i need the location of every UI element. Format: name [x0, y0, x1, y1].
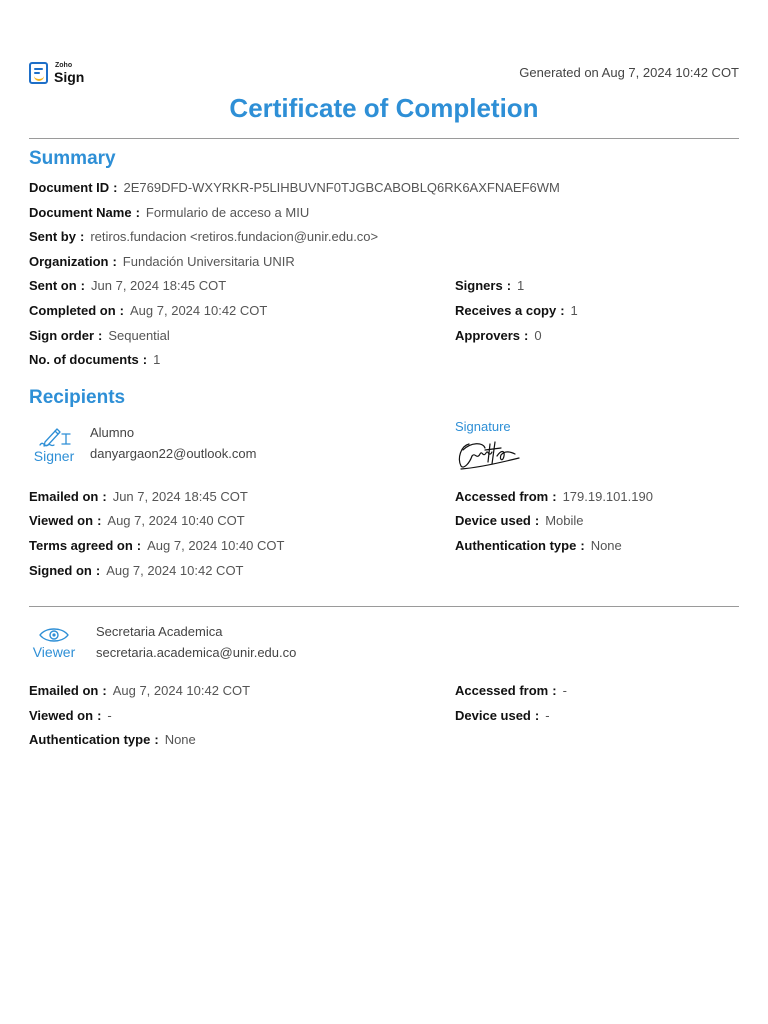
logo-brand-text: Zoho [55, 62, 73, 69]
signer-signed-on-value: Aug 7, 2024 10:42 COT [106, 563, 244, 578]
document-id-label: Document ID [29, 180, 110, 195]
sent-on-row: Sent on : Jun 7, 2024 18:45 COT [29, 278, 227, 293]
signer-signed-on-row: Signed on : Aug 7, 2024 10:42 COT [29, 563, 244, 578]
signer-emailed-on-row: Emailed on : Jun 7, 2024 18:45 COT [29, 489, 248, 504]
certificate-page [29, 0, 739, 1024]
viewer-emailed-on-label: Emailed on [29, 683, 99, 698]
sent-by-label: Sent by [29, 229, 76, 244]
signer-emailed-on-label: Emailed on [29, 489, 99, 504]
organization-row: Organization : Fundación Universitaria UNIR [29, 254, 295, 269]
signer-role [29, 424, 79, 464]
viewer-emailed-on-value: Aug 7, 2024 10:42 COT [112, 683, 251, 698]
viewer-auth-type-row: Authentication type : None [29, 732, 196, 747]
signature-image [455, 436, 523, 472]
signer-auth-type-row: Authentication type : None [455, 538, 622, 553]
signer-auth-type-value: None [590, 538, 622, 553]
viewer-device-used-label: Device used [455, 708, 531, 723]
sent-by-value: retiros.fundacion <retiros.fundacion@unir.edu.co> [90, 229, 379, 244]
viewer-viewed-on-label: Viewed on [29, 708, 94, 723]
zoho-sign-logo-icon [29, 62, 48, 84]
signer-device-used-value: Mobile [545, 513, 584, 528]
viewer-viewed-on-value: - [107, 708, 112, 723]
page-title: Certificate of Completion [229, 93, 539, 123]
num-documents-value: 1 [153, 352, 161, 367]
summary-heading: Summary [29, 148, 116, 169]
signer-accessed-from-value: 179.19.101.190 [562, 489, 653, 504]
viewer-role [29, 626, 79, 660]
signer-viewed-on-row: Viewed on : Aug 7, 2024 10:40 COT [29, 513, 245, 528]
organization-label: Organization [29, 254, 109, 269]
signer-auth-type-label: Authentication type [455, 538, 577, 553]
num-documents-label: No. of documents [29, 352, 139, 367]
sign-order-value: Sequential [108, 328, 170, 343]
viewer-device-used-value: - [545, 708, 550, 723]
viewer-accessed-from-row: Accessed from : - [455, 683, 567, 698]
completed-on-label: Completed on [29, 303, 116, 318]
viewer-email: secretaria.academica@unir.edu.co [96, 645, 297, 660]
receives-copy-row: Receives a copy : 1 [455, 303, 578, 318]
signer-terms-agreed-label: Terms agreed on [29, 538, 133, 553]
viewer-viewed-on-row: Viewed on : - [29, 708, 112, 723]
viewer-accessed-from-value: - [562, 683, 567, 698]
document-name-value: Formulario de acceso a MIU [145, 205, 310, 220]
logo-product-text: Sign [54, 69, 85, 85]
signers-label: Signers [455, 278, 503, 293]
eye-icon [38, 626, 70, 644]
document-name-label: Document Name [29, 205, 132, 220]
sent-on-value: Jun 7, 2024 18:45 COT [91, 278, 227, 293]
viewer-auth-type-label: Authentication type [29, 732, 151, 747]
signer-viewed-on-value: Aug 7, 2024 10:40 COT [107, 513, 245, 528]
viewer-role-label: Viewer [32, 644, 76, 660]
completed-on-value: Aug 7, 2024 10:42 COT [130, 303, 268, 318]
signature-label: Signature [455, 419, 511, 434]
approvers-label: Approvers [455, 328, 521, 343]
sent-by-row: Sent by : retiros.fundacion <retiros.fundacion@unir.edu.co> [29, 229, 379, 244]
signer-device-used-row: Device used : Mobile [455, 513, 584, 528]
divider [29, 606, 739, 607]
approvers-row: Approvers : 0 [455, 328, 542, 343]
recipients-heading: Recipients [29, 387, 126, 408]
signer-device-used-label: Device used [455, 513, 531, 528]
sign-order-row: Sign order : Sequential [29, 328, 170, 343]
sign-order-label: Sign order [29, 328, 95, 343]
signer-accessed-from-row: Accessed from : 179.19.101.190 [455, 489, 653, 504]
receives-copy-value: 1 [570, 303, 578, 318]
generated-timestamp: Generated on Aug 7, 2024 10:42 COT [519, 65, 739, 80]
signer-email: danyargaon22@outlook.com [90, 446, 257, 461]
document-name-row: Document Name : Formulario de acceso a MIU [29, 205, 310, 220]
signer-viewed-on-label: Viewed on [29, 513, 94, 528]
completed-on-row: Completed on : Aug 7, 2024 10:42 COT [29, 303, 268, 318]
signer-signed-on-label: Signed on [29, 563, 92, 578]
signers-value: 1 [517, 278, 525, 293]
divider [29, 138, 739, 139]
organization-value: Fundación Universitaria UNIR [122, 254, 295, 269]
signer-terms-agreed-value: Aug 7, 2024 10:40 COT [147, 538, 285, 553]
signer-accessed-from-label: Accessed from [455, 489, 549, 504]
signers-row: Signers : 1 [455, 278, 525, 293]
signer-terms-agreed-row: Terms agreed on : Aug 7, 2024 10:40 COT [29, 538, 285, 553]
document-id-value: 2E769DFD-WXYRKR-P5LIHBUVNF0TJGBCABOBLQ6RK6AXFNAEF6WM [123, 180, 560, 195]
receives-copy-label: Receives a copy [455, 303, 557, 318]
signer-pen-icon [36, 424, 72, 448]
document-id-row: Document ID : 2E769DFD-WXYRKR-P5LIHBUVNF0TJGBCABOBLQ6RK6AXFNAEF6WM [29, 180, 560, 195]
viewer-name: Secretaria Academica [96, 624, 223, 639]
viewer-auth-type-value: None [164, 732, 196, 747]
viewer-accessed-from-label: Accessed from [455, 683, 549, 698]
signer-name: Alumno [90, 425, 135, 440]
num-documents-row: No. of documents : 1 [29, 352, 161, 367]
viewer-emailed-on-row: Emailed on : Aug 7, 2024 10:42 COT [29, 683, 251, 698]
signer-role-label: Signer [33, 448, 75, 464]
signer-emailed-on-value: Jun 7, 2024 18:45 COT [112, 489, 248, 504]
sent-on-label: Sent on [29, 278, 77, 293]
zoho-sign-logo [29, 62, 89, 88]
approvers-value: 0 [534, 328, 542, 343]
viewer-device-used-row: Device used : - [455, 708, 550, 723]
